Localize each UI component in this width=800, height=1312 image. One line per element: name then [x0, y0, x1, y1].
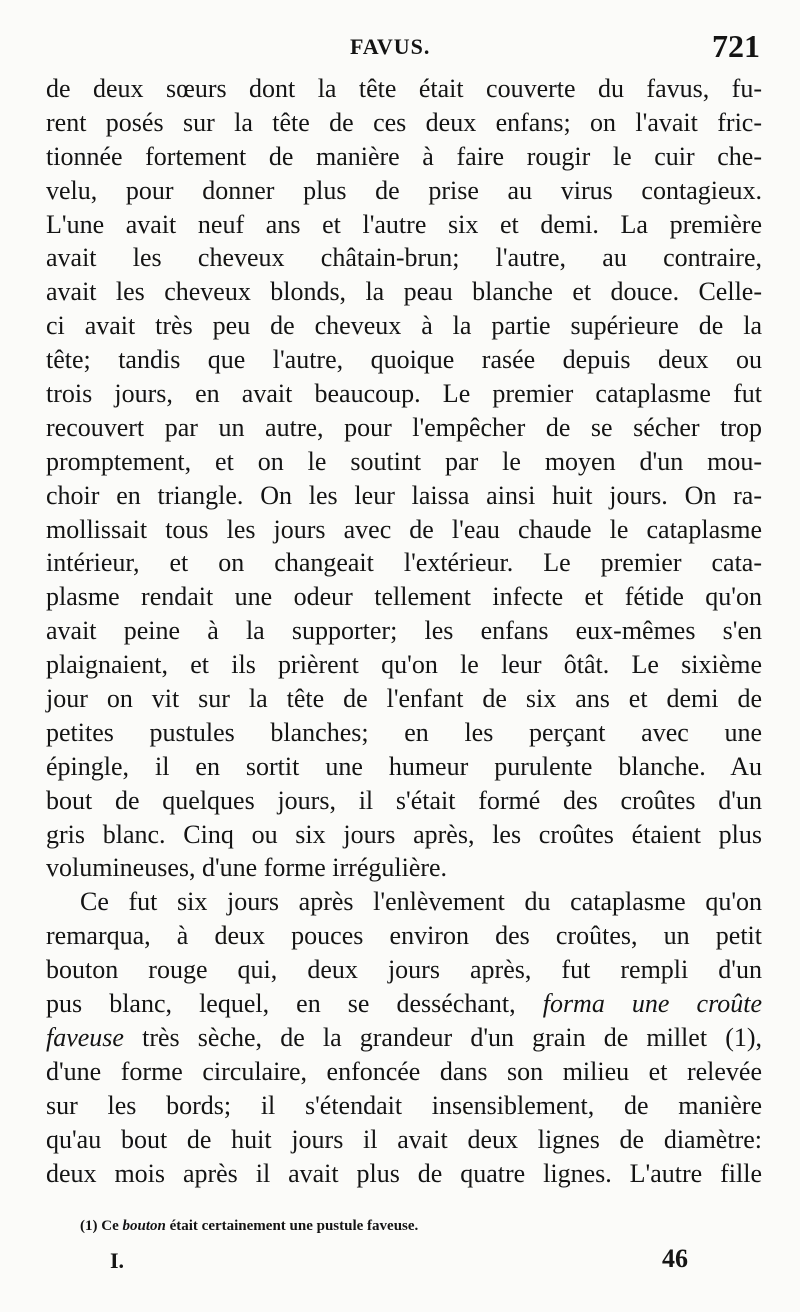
text-line: plaignaient, et ils prièrent qu'on le leur ôtât. Le sixième [46, 650, 762, 680]
footnote [80, 1218, 418, 1235]
text-line: jour on vit sur la tête de l'enfant de six ans et demi de [46, 684, 762, 714]
text-line: L'une avait neuf ans et l'autre six et demi. La première [46, 209, 762, 239]
text-line: petites pustules blanches; en les perçant avec une [46, 717, 762, 747]
text-line: plasme rendait une odeur tellement infecte et fétide qu'on [46, 582, 762, 612]
text-line: avait les cheveux blonds, la peau blanche et douce. Celle- [46, 277, 762, 307]
text-line: avait les cheveux châtain-brun; l'autre, au contraire, [46, 243, 762, 273]
text-line: ci avait très peu de cheveux à la partie supérieure de la [46, 311, 762, 341]
text-line: tionnée fortement de manière à faire rougir le cuir che- [46, 141, 762, 171]
text-segment: très sèche, de la grandeur d'un grain de millet (1), [142, 1022, 763, 1052]
page-number: 721 [712, 28, 760, 64]
text-line: volumineuses, d'une forme irrégulière. [46, 853, 448, 883]
text-line: recouvert par un autre, pour l'empêcher de se sécher trop [46, 412, 762, 442]
text-line: de deux sœurs dont la tête était couverte du favus, fu- [46, 74, 762, 103]
footnote-marker: (1) Ce [80, 1218, 119, 1234]
page-header [0, 28, 800, 74]
italic-text: faveuse [46, 1022, 124, 1052]
text-line: mollissait tous les jours avec de l'eau chaude le cataplasme [46, 514, 762, 544]
text-line: bout de quelques jours, il s'était formé des croûtes d'un [46, 785, 762, 815]
text-segment: pus blanc, lequel, en se desséchant, [46, 989, 516, 1019]
text-line: épingle, il en sortit une humeur purulente blanche. Au [46, 751, 762, 781]
signature-number: 46 [662, 1244, 688, 1273]
text-line: remarqua, à deux pouces environ des croûtes, un petit [46, 921, 762, 951]
text-line: intérieur, et on changeait l'extérieur. Le premier cata- [46, 548, 762, 578]
italic-text: forma une croûte [542, 989, 762, 1019]
text-line: velu, pour donner plus de prise au virus contagieux. [46, 175, 762, 205]
text-line: Ce fut six jours après l'enlèvement du cataplasme qu'on [80, 887, 762, 917]
text-line: trois jours, en avait beaucoup. Le premier cataplasme fut [46, 379, 762, 409]
footnote-italic-word: bouton [122, 1218, 166, 1234]
text-line: rent posés sur la tête de ces deux enfans; on l'avait fric- [46, 107, 762, 137]
text-line: choir en triangle. On les leur laissa ainsi huit jours. On ra- [46, 480, 762, 510]
text-line: d'une forme circulaire, enfoncée dans son milieu et relevée [46, 1056, 762, 1086]
text-line: promptement, et on le soutint par le moyen d'un mou- [46, 446, 762, 476]
text-line: gris blanc. Cinq ou six jours après, les croûtes étaient plus [46, 819, 762, 849]
text-line [46, 1021, 762, 1055]
text-line: sur les bords; il s'étendait insensiblement, de manière [46, 1090, 762, 1120]
footnote-text: était certainement une pustule faveuse. [169, 1218, 419, 1234]
text-line: avait peine à la supporter; les enfans eux-mêmes s'en [46, 616, 762, 646]
text-line: deux mois après il avait plus de quatre lignes. L'autre fille [46, 1158, 762, 1188]
text-line: qu'au bout de huit jours il avait deux lignes de diamètre: [46, 1124, 762, 1154]
text-line [46, 987, 762, 1021]
body-text [46, 72, 762, 1190]
text-line: tête; tandis que l'autre, quoique rasée depuis deux ou [46, 345, 762, 375]
text-line: bouton rouge qui, deux jours après, fut rempli d'un [46, 955, 762, 985]
signature-mark: I. [110, 1248, 125, 1273]
running-title: FAVUS. [350, 34, 431, 59]
